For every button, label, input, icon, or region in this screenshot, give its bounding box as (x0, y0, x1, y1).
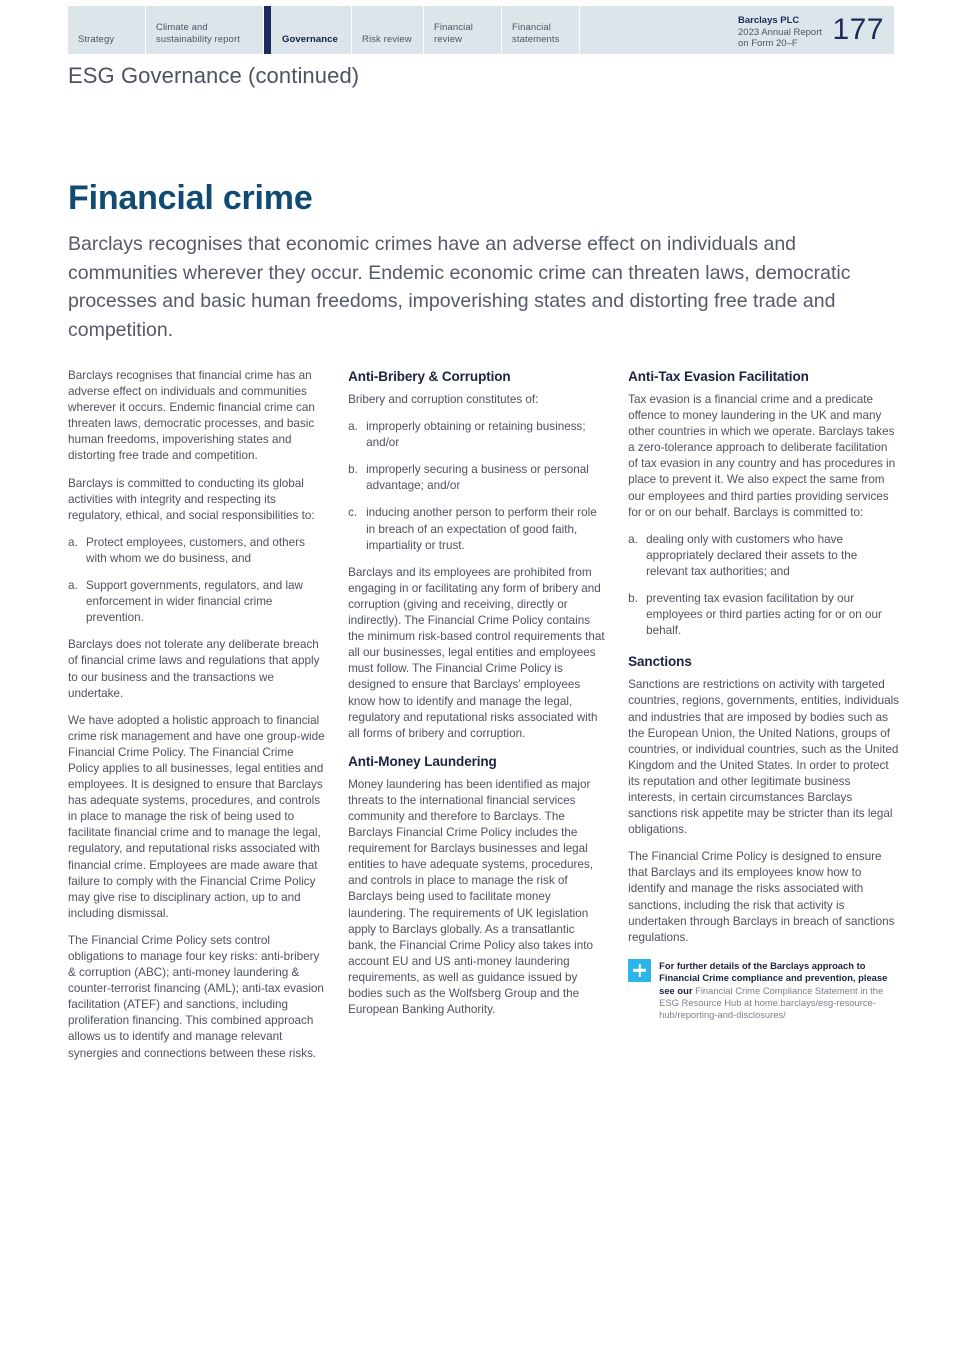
list-marker: b. (348, 463, 358, 477)
report-identifier (738, 15, 822, 50)
column-one (68, 368, 326, 1073)
list-marker: b. (628, 592, 638, 606)
callout-rest-text: Financial Crime Compliance Statement in the ESG Resource Hub at home.barclays/esg-resource-hub/reporting-and-disclosures/ (659, 984, 884, 1021)
report-title-line-1: 2023 Annual Report (738, 26, 822, 38)
list-item-text: preventing tax evasion facilitation by our employees or third parties acting for or on our behalf. (646, 592, 882, 638)
list-item (68, 578, 326, 626)
paragraph: The Financial Crime Policy sets control obligations to manage four key risks: anti-bribery & corruption (ABC); anti-money laundering & counter-terrorist financing (AML); anti-tax evasion facilitation (ATEF) and sanctions, including proliferation financing. This combined approach allows us to identify and manage relevant synergies and connections between these risks. (68, 933, 324, 1060)
nav-item-strategy[interactable] (68, 6, 146, 54)
list-item (348, 419, 606, 451)
page-title: ESG Governance (continued) (68, 63, 360, 88)
paragraph: Barclays does not tolerate any deliberate breach of financial crime laws and regulations that apply to our business and the transactions we undertake. (68, 638, 320, 700)
heading-sanctions: Sanctions (628, 654, 692, 670)
callout-lead-text: For further details of the Barclays approach to Financial Crime compliance and prevention, please see our (659, 959, 888, 996)
list-item-text: dealing only with customers who have appropriately declared their assets to the relevant tax authorities; and (646, 532, 858, 578)
paragraph: Bribery and corruption constitutes of: (348, 393, 539, 406)
list-marker: c. (348, 506, 358, 520)
nav-item-risk-review[interactable] (352, 6, 424, 54)
list-item (348, 505, 606, 553)
nav-item-label: Climate and sustainability report (156, 22, 240, 45)
article-title: Financial crime (68, 179, 313, 217)
responsibilities-list (68, 535, 326, 626)
nav-item-label: Governance (282, 33, 338, 45)
page-number: 177 (832, 13, 884, 46)
list-item (68, 535, 326, 567)
further-details-callout[interactable] (628, 959, 900, 1022)
column-two (348, 368, 606, 1073)
list-marker: a. (68, 535, 78, 549)
nav-item-financial-review[interactable] (424, 6, 502, 54)
list-marker: a. (68, 579, 78, 593)
heading-anti-tax-evasion-facilitation: Anti-Tax Evasion Facilitation (628, 369, 809, 384)
list-item (348, 462, 606, 494)
brand-name: Barclays PLC (738, 15, 800, 26)
list-item-text: Support governments, regulators, and law enforcement in wider financial crime prevention. (86, 579, 303, 625)
paragraph: Barclays is committed to conducting its global activities with integrity and respecting its regulatory, ethical, and social responsibilities to: (68, 476, 315, 522)
hero-block (68, 178, 898, 344)
paragraph: The Financial Crime Policy is designed to ensure that Barclays and its employees know how to identify and manage the risks associated with sanctions, including the risk that activity is undertaken through Barclays in breach of sanctions regulations. (628, 850, 895, 944)
report-title-line-2: on Form 20–F (738, 38, 798, 50)
list-item (628, 591, 900, 639)
list-marker: a. (628, 532, 638, 546)
column-three (628, 368, 900, 1073)
plus-icon (628, 959, 651, 982)
bribery-definition-list (348, 419, 606, 554)
paragraph: Barclays recognises that financial crime has an adverse effect on individuals and communities wherever it occurs. Endemic financial crime can threaten laws, democratic processes, and basic human freedoms, impoverishing states and distorting free trade and competition. (68, 369, 315, 463)
paragraph: Money laundering has been identified as major threats to the international financial services community and therefore to Barclays. The Barclays Financial Crime Policy includes the requirement for Barclays businesses and legal entities to have adequate systems, procedures, and controls in place to manage the risk of Barclays being used to facilitate money laundering. The requirements of UK legislation apply to Barclays globally. As a transatlantic bank, the Financial Crime Policy also takes into account EU and US anti-money laundering requirements, as well as guidance issued by bodies such as the Wolfsberg Group and the European Banking Authority. (348, 777, 593, 1017)
list-item-text: inducing another person to perform their role in breach of an expectation of good faith, impartiality or trust. (366, 506, 597, 552)
running-header-nav (68, 6, 894, 54)
heading-anti-money-laundering: Anti-Money Laundering (348, 753, 497, 769)
paragraph: Tax evasion is a financial crime and a predicate offence to money laundering in the UK and many other countries in which we operate. Barclays takes a zero-tolerance approach to deliberate facilitation of tax evasion in any country and has procedures in place to prevent it. We also expect the same from our employees and third parties providing services for or on our behalf. Barclays is committed to: (628, 393, 896, 519)
nav-item-label: Financial review (434, 22, 473, 45)
nav-item-label: Financial statements (512, 22, 560, 45)
article-standfirst: Barclays recognises that economic crimes have an adverse effect on individuals and communities wherever they occur. Endemic economic crime can threaten laws, democratic processes and basic human freedoms, impoverishing states and distorting free trade and competition. (68, 233, 851, 341)
nav-item-label: Strategy (78, 33, 115, 45)
paragraph: Barclays and its employees are prohibited from engaging in or facilitating any form of bribery and corruption (giving and receiving, directly or indirectly). The Financial Crime Policy contains the minimum risk-based control requirements that all our businesses, legal entities and employees must follow. The Financial Crime Policy is designed to ensure that Barclays’ employees know how to identify and manage the legal, regulatory and reputational risks associated with all forms of bribery and corruption. (348, 565, 605, 740)
article-columns (68, 368, 900, 1073)
nav-item-financial-statements[interactable] (502, 6, 580, 54)
paragraph: Sanctions are restrictions on activity with targeted countries, regions, governments, entities, individuals and industries that are imposed by bodies such as the European Union, the United Nations, groups of countries, or individual countries, such as the United Kingdom and the United States. In order to protect its reputation and other legitimate business interests, in certain circumstances Barclays sanctions risk appetite may be stricter than its legal obligations. (628, 678, 900, 837)
list-item-text: Protect employees, customers, and others with whom we do business, and (86, 535, 305, 565)
list-marker: a. (348, 420, 358, 434)
nav-item-governance[interactable] (264, 6, 352, 54)
nav-item-climate-and-sustainability-report[interactable] (146, 6, 264, 54)
list-item-text: improperly obtaining or retaining business; and/or (366, 420, 586, 450)
paragraph: We have adopted a holistic approach to financial crime risk management and have one group-wide Financial Crime Policy. The Financial Crime Policy applies to all businesses, legal entities and employees. It is designed to ensure that Barclays has adequate systems, procedures, and controls in place to manage the risk of being used to facilitate financial crime and to manage the legal, regulatory, and reputational risks associated with financial crime. Employees are made aware that failure to comply with the Financial Crime Policy may give rise to disciplinary action, up to and including dismissal. (68, 713, 325, 920)
list-item (628, 532, 900, 580)
nav-item-label: Risk review (362, 33, 412, 45)
tax-evasion-commitments-list (628, 532, 900, 640)
callout-text (659, 959, 900, 1022)
heading-anti-bribery-corruption: Anti-Bribery & Corruption (348, 369, 511, 384)
list-item-text: improperly securing a business or personal advantage; and/or (366, 463, 589, 493)
